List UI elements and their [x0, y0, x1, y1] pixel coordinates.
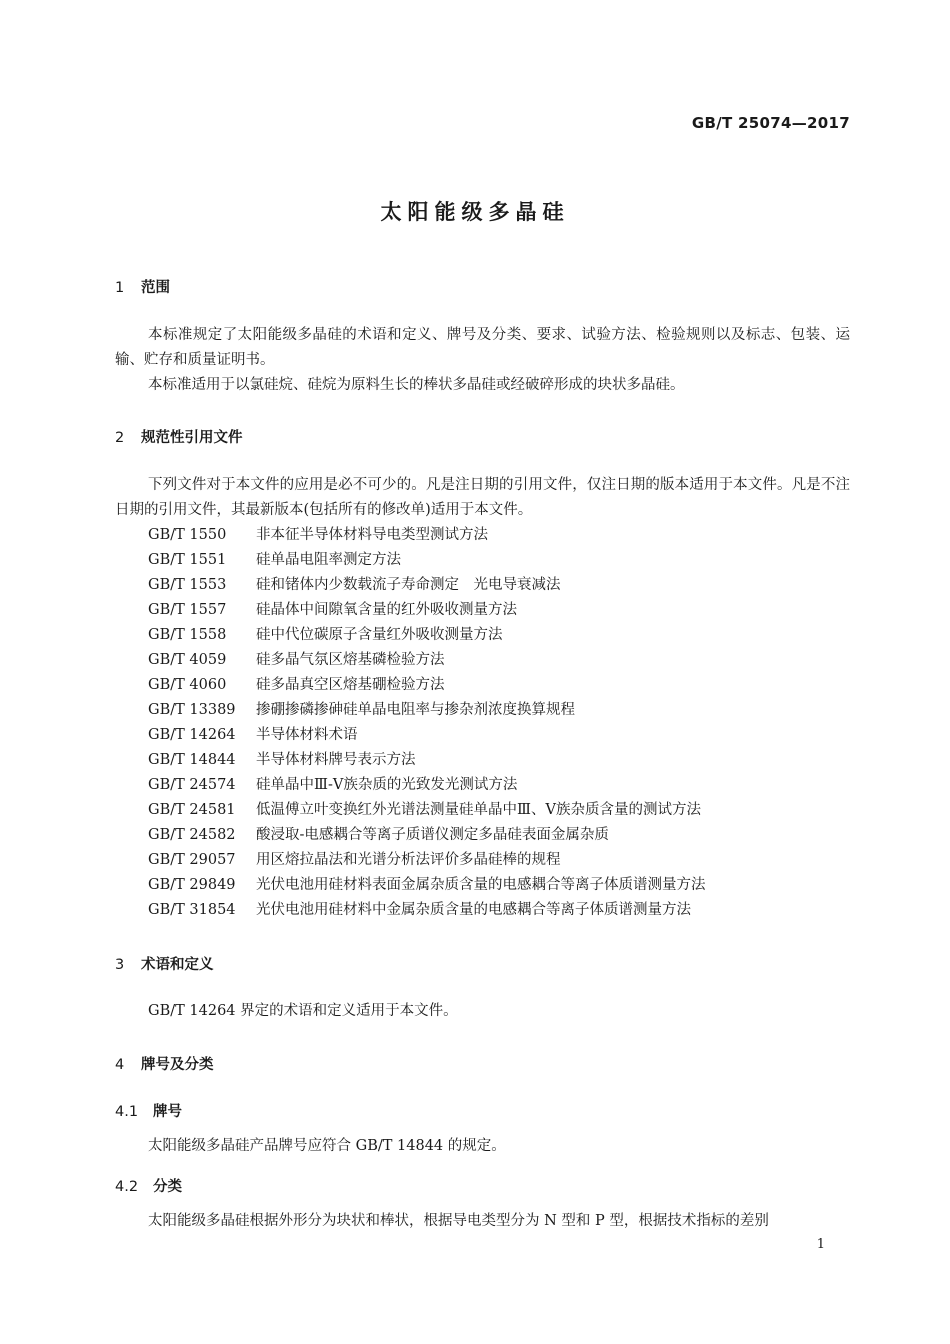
reference-title: 酸浸取-电感耦合等离子质谱仪测定多晶硅表面金属杂质	[256, 827, 609, 843]
reference-title: 光伏电池用硅材料中金属杂质含量的电感耦合等离子体质谱测量方法	[256, 902, 691, 918]
reference-title: 硅和锗体内少数载流子寿命测定 光电导衰减法	[256, 577, 561, 593]
section-4-number: 4	[115, 1057, 125, 1073]
reference-code: GB/T 29057	[148, 852, 236, 868]
reference-title: 硅晶体中间隙氧含量的红外吸收测量方法	[256, 602, 517, 618]
reference-item	[148, 823, 706, 848]
reference-item	[148, 873, 706, 898]
section-3-title: 术语和定义	[141, 957, 214, 973]
section-4-2-number: 4.2	[115, 1179, 139, 1195]
reference-title: 掺硼掺磷掺砷硅单晶电阻率与掺杂剂浓度换算规程	[256, 702, 575, 718]
reference-code: GB/T 14844	[148, 752, 236, 768]
reference-code: GB/T 24574	[148, 777, 236, 793]
reference-title: 低温傅立叶变换红外光谱法测量硅单晶中Ⅲ、Ⅴ族杂质含量的测试方法	[256, 802, 701, 818]
document-title: 太阳能级多晶硅	[380, 200, 570, 224]
section-1-heading	[115, 276, 170, 297]
reference-list	[148, 523, 706, 923]
reference-item	[148, 848, 706, 873]
section-2-title: 规范性引用文件	[141, 430, 243, 446]
reference-code: GB/T 14264	[148, 727, 236, 743]
reference-code: GB/T 31854	[148, 902, 236, 918]
reference-item	[148, 748, 706, 773]
designation-paragraph: 太阳能级多晶硅产品牌号应符合 GB/T 14844 的规定。	[148, 1138, 506, 1154]
reference-code: GB/T 1551	[148, 552, 227, 568]
section-4-heading	[115, 1053, 214, 1074]
reference-title: 非本征半导体材料导电类型测试方法	[256, 527, 488, 543]
classification-paragraph: 太阳能级多晶硅根据外形分为块状和棒状，根据导电类型分为 N 型和 P 型，根据技术指标的差别	[148, 1213, 769, 1229]
reference-title: 半导体材料术语	[256, 727, 358, 743]
reference-code: GB/T 1557	[148, 602, 227, 618]
reference-code: GB/T 4060	[148, 677, 227, 693]
reference-item	[148, 548, 706, 573]
section-4-1-heading	[115, 1100, 182, 1121]
reference-title: 硅中代位碳原子含量红外吸收测量方法	[256, 627, 503, 643]
reference-item	[148, 698, 706, 723]
standard-code: GB/T 25074—2017	[691, 114, 850, 132]
section-4-title: 牌号及分类	[141, 1057, 214, 1073]
reference-code: GB/T 1550	[148, 527, 227, 543]
reference-item	[148, 598, 706, 623]
section-2-heading	[115, 426, 243, 447]
section-3-number: 3	[115, 957, 125, 973]
section-1-title: 范围	[141, 280, 170, 296]
reference-item	[148, 623, 706, 648]
reference-code: GB/T 1558	[148, 627, 227, 643]
reference-item	[148, 523, 706, 548]
reference-item	[148, 898, 706, 923]
reference-code: GB/T 29849	[148, 877, 236, 893]
page-number: 1	[816, 1237, 825, 1252]
reference-item	[148, 798, 706, 823]
section-4-1-number: 4.1	[115, 1104, 139, 1120]
reference-code: GB/T 24582	[148, 827, 236, 843]
reference-item	[148, 723, 706, 748]
section-1-number: 1	[115, 280, 125, 296]
reference-item	[148, 673, 706, 698]
scope-paragraph-2: 本标准适用于以氯硅烷、硅烷为原料生长的棒状多晶硅或经破碎形成的块状多晶硅。	[148, 377, 685, 393]
section-4-2-title: 分类	[153, 1179, 182, 1195]
reference-title: 硅单晶中Ⅲ-Ⅴ族杂质的光致发光测试方法	[256, 777, 518, 793]
reference-title: 半导体材料牌号表示方法	[256, 752, 416, 768]
reference-code: GB/T 24581	[148, 802, 236, 818]
reference-title: 用区熔拉晶法和光谱分析法评价多晶硅棒的规程	[256, 852, 561, 868]
section-3-heading	[115, 953, 214, 974]
reference-title: 硅单晶电阻率测定方法	[256, 552, 401, 568]
reference-title: 硅多晶真空区熔基硼检验方法	[256, 677, 445, 693]
reference-item	[148, 773, 706, 798]
reference-code: GB/T 1553	[148, 577, 227, 593]
references-intro: 下列文件对于本文件的应用是必不可少的。凡是注日期的引用文件，仅注日期的版本适用于本文件。凡是不注日期的引用文件，其最新版本(包括所有的修改单)适用于本文件。	[115, 477, 850, 518]
reference-code: GB/T 13389	[148, 702, 236, 718]
section-4-2-heading	[115, 1175, 182, 1196]
reference-code: GB/T 4059	[148, 652, 227, 668]
reference-item	[148, 648, 706, 673]
scope-paragraph-1: 本标准规定了太阳能级多晶硅的术语和定义、牌号及分类、要求、试验方法、检验规则以及标志、包装、运输、贮存和质量证明书。	[115, 327, 850, 368]
terms-paragraph: GB/T 14264 界定的术语和定义适用于本文件。	[148, 1003, 458, 1019]
reference-title: 光伏电池用硅材料表面金属杂质含量的电感耦合等离子体质谱测量方法	[256, 877, 706, 893]
section-2-number: 2	[115, 430, 125, 446]
reference-title: 硅多晶气氛区熔基磷检验方法	[256, 652, 445, 668]
reference-item	[148, 573, 706, 598]
section-4-1-title: 牌号	[153, 1104, 182, 1120]
